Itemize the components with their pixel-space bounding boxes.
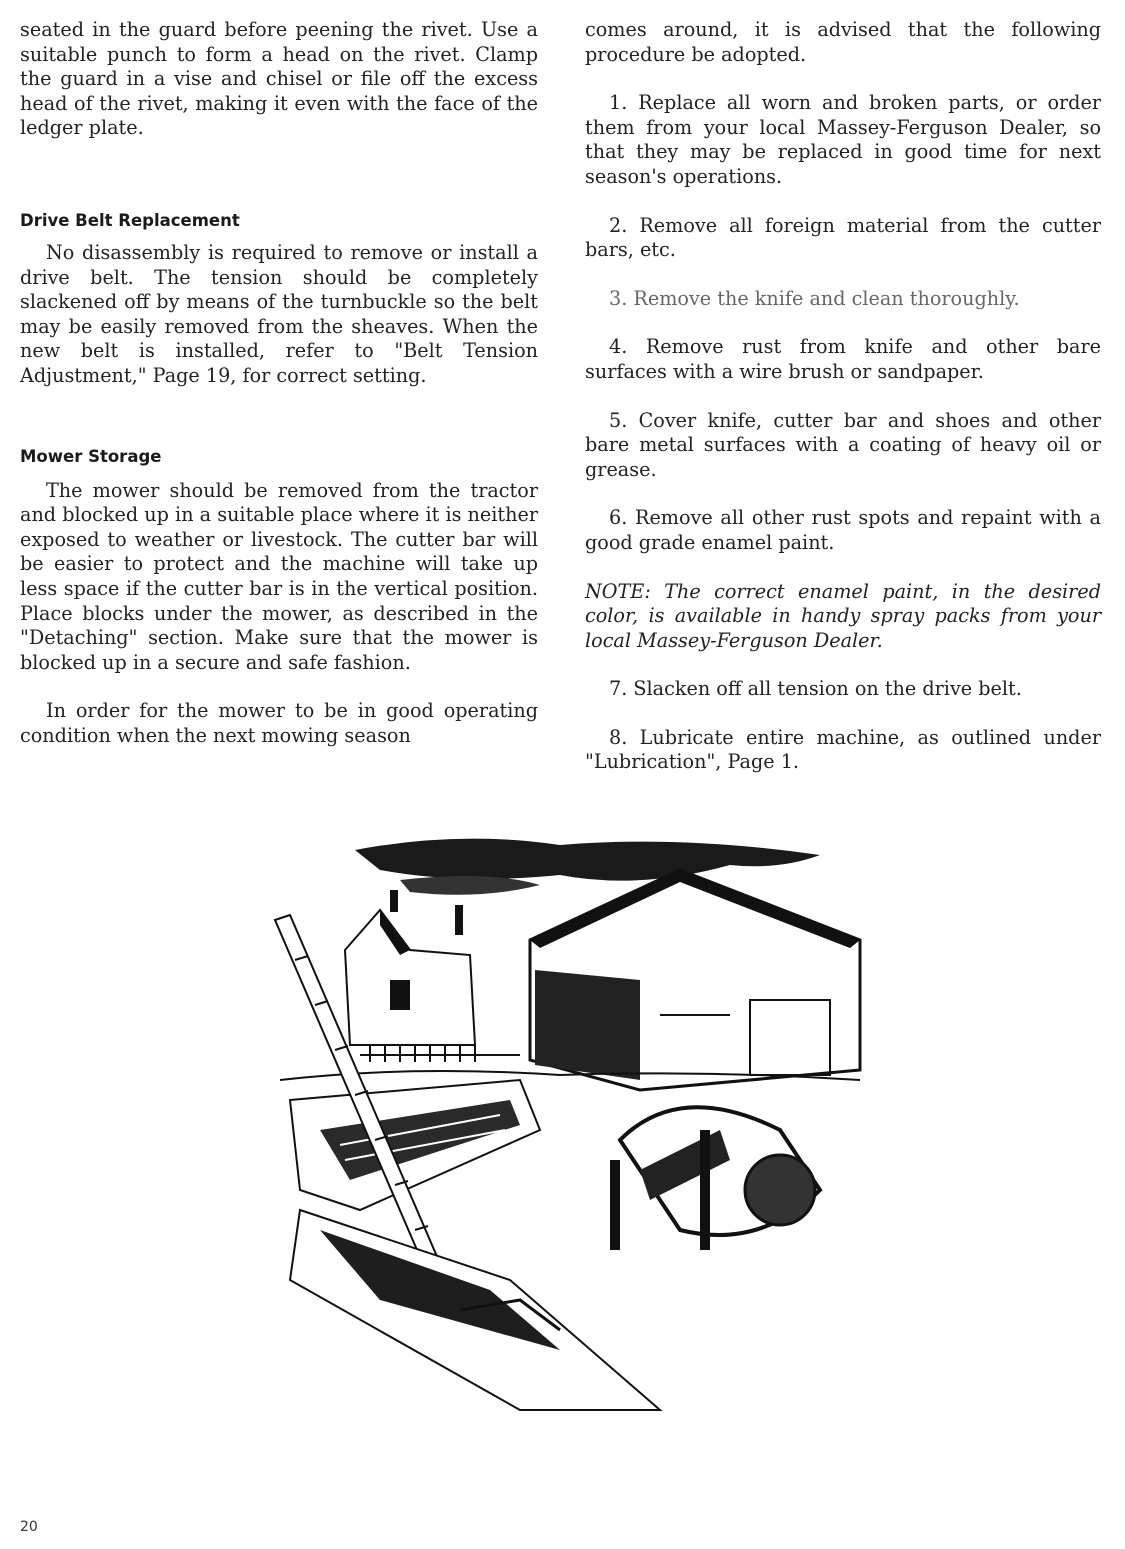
storage-paragraph-2: In order for the mower to be in good operating condition when the next mowing season (20, 699, 538, 747)
step-8: 8. Lubricate entire machine, as outlined under "Lubrication", Page 1. (585, 725, 1101, 774)
intro-paragraph: seated in the guard before peening the rivet. Use a suitable punch to form a head on the rivet. Clamp the guard in a vise and chisel or file off the excess head of the rivet, making it even with the face of the ledger plate. (20, 18, 538, 140)
left-column (20, 18, 538, 748)
drive-belt-paragraph: No disassembly is required to remove or install a drive belt. The tension should be completely slackened off by means of the turnbuckle so the belt may be easily removed from the sheaves. When the new belt is installed, refer to "Belt Tension Adjustment," Page 19, for correct setting. (20, 240, 538, 387)
right-column (585, 18, 1101, 775)
step-3: 3. Remove the knife and clean thoroughly. (609, 286, 1020, 310)
step-2: 2. Remove all foreign material from the cutter bars, etc. (585, 213, 1101, 262)
note-paragraph: NOTE: The correct enamel paint, in the desired color, is available in handy spray packs from your local Massey-Ferguson Dealer. (585, 579, 1101, 652)
continuation-paragraph: comes around, it is advised that the following procedure be adopted. (585, 18, 1101, 66)
step-1: 1. Replace all worn and broken parts, or order them from your local Massey-Ferguson Dealer, so that they may be replaced in good time for next season's operations. (585, 91, 1101, 188)
storage-paragraph-1: The mower should be removed from the tractor and blocked up in a suitable place where it is neither exposed to weather or livestock. The cutter bar will be easier to protect and the machine will take up less space if the cutter bar is in the vertical position. Place blocks under the mower, as described in the "Detaching" section. Make sure that the mower is blocked up in a secure and safe fashion. (20, 478, 538, 674)
step-4: 4. Remove rust from knife and other bare surfaces with a wire brush or sandpaper. (585, 335, 1101, 383)
page-number: 20 (20, 1519, 38, 1535)
farm-storage-illustration-icon (260, 830, 880, 1420)
step-6: 6. Remove all other rust spots and repaint with a good grade enamel paint. (585, 506, 1101, 554)
heading-drive-belt: Drive Belt Replacement (20, 210, 240, 230)
heading-mower-storage: Mower Storage (20, 446, 162, 466)
step-5: 5. Cover knife, cutter bar and shoes and other bare metal surfaces with a coating of heavy oil or grease. (585, 408, 1101, 481)
step-7: 7. Slacken off all tension on the drive belt. (609, 677, 1022, 701)
